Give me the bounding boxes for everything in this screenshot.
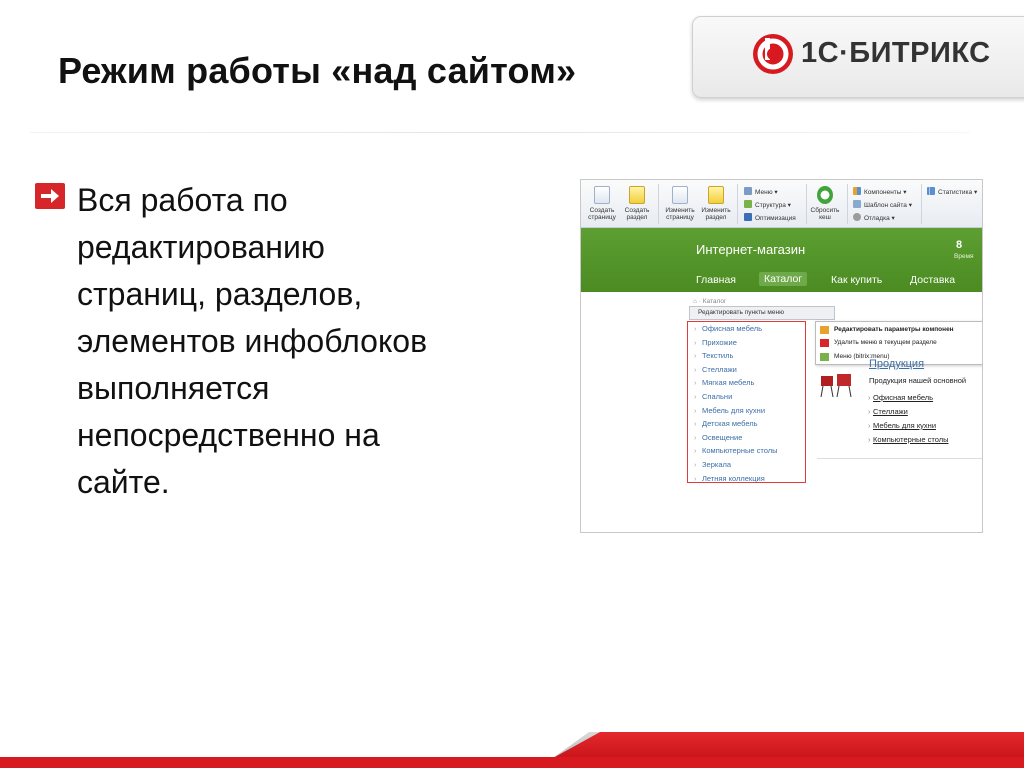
statistics-dropdown[interactable]: Статистика ▾ [927,187,977,196]
reset-cache-button[interactable]: Сбросить кеш [809,186,841,221]
menu-component-item[interactable]: Меню (bitrix:menu) [834,353,890,360]
breadcrumb[interactable]: ⌂ · Каталог [693,298,727,305]
menu-item[interactable]: › Детская мебель [688,417,805,431]
components-dropdown[interactable]: Компоненты ▾ [853,187,907,196]
create-section-button[interactable]: Создать раздел [621,186,653,221]
create-page-button[interactable]: Создать страницу [586,186,618,221]
edit-folder-icon [708,186,724,204]
bitrix-logo-icon [751,32,795,76]
phone-number: 8 [956,239,963,251]
menu-item[interactable]: › Освещение [688,431,805,445]
menu-item[interactable]: › Стеллажи [688,363,805,377]
content-divider [817,458,983,459]
menu-item[interactable]: › Зеркала [688,458,805,472]
debug-icon [853,213,861,221]
bullet-line: сайте. [77,464,170,500]
menu-item[interactable]: › Спальни [688,390,805,404]
chairs-image [817,370,857,398]
bullet-line: элементов инфоблоков [77,323,428,359]
product-link[interactable]: › Стеллажи [873,407,908,416]
edit-page-button[interactable]: Изменить страницу [664,186,696,221]
edit-menu-items-bar[interactable] [689,306,835,320]
bullet-text [77,177,547,506]
menu-icon [744,187,752,195]
toolbar-separator [847,184,848,224]
logo-panel [692,16,1024,98]
components-icon [853,187,861,195]
products-subtitle: Продукция нашей основной [869,376,967,385]
bullet-line: редактированию [77,229,325,265]
delete-menu-item[interactable]: Удалить меню в текущем разделе [834,339,937,346]
bullet-line: страниц, разделов, [77,276,363,312]
arrow-bullet-icon [35,183,65,209]
product-link[interactable]: › Компьютерные столы [873,435,948,444]
template-icon [853,200,861,208]
toolbar-separator [658,184,659,224]
title-divider [30,132,970,133]
edit-page-icon [672,186,688,204]
menu-item[interactable]: › Компьютерные столы [688,444,805,458]
nav-how-to-buy[interactable]: Как купить [831,274,883,286]
nav-home[interactable]: Главная [696,274,736,286]
debug-dropdown[interactable]: Отладка ▾ [853,213,895,222]
menu-component-icon [820,353,829,361]
shop-name: Интернет-магазин [696,242,806,257]
refresh-icon [817,186,833,204]
toolbar-separator [737,184,738,224]
work-time-label: Время [954,253,974,260]
site-screenshot [580,179,983,533]
bullet-line: выполняется [77,370,270,406]
structure-dropdown[interactable]: Структура ▾ [744,200,791,209]
site-template-dropdown[interactable]: Шаблон сайта ▾ [853,200,912,209]
toolbar-separator [806,184,807,224]
menu-item[interactable]: › Мягкая мебель [688,376,805,390]
footer-bar [0,757,1024,768]
slide-title: Режим работы «над сайтом» [58,50,577,91]
menu-item[interactable]: › Прихожие [688,336,805,350]
delete-icon [820,339,829,347]
toolbar-separator [921,184,922,224]
edit-menu-items-label[interactable]: Редактировать пункты меню [698,309,784,316]
nav-delivery[interactable]: Доставка [910,274,956,286]
edit-component-params-item[interactable]: Редактировать параметры компонен [834,326,954,333]
menu-dropdown[interactable]: Меню ▾ [744,187,778,196]
logo-text: 1С·БИТРИКС [801,37,991,69]
seo-icon [744,213,752,221]
menu-item[interactable]: › Мебель для кухни [688,404,805,418]
bullet-line: Вся работа по [77,182,288,218]
product-link[interactable]: › Мебель для кухни [873,421,936,430]
new-page-icon [594,186,610,204]
component-settings-icon [820,326,829,334]
product-link[interactable]: › Офисная мебель [873,393,933,402]
bullet-line: непосредственно на [77,417,380,453]
edit-section-button[interactable]: Изменить раздел [700,186,732,221]
footer-accent-red [553,732,1024,758]
seo-button[interactable]: Оптимизация [744,213,796,222]
admin-toolbar [581,180,983,228]
left-menu [687,321,806,483]
structure-icon [744,200,752,208]
new-folder-icon [629,186,645,204]
nav-catalog[interactable]: Каталог [759,272,807,286]
chart-icon [927,187,935,195]
menu-item[interactable]: › Офисная мебель [688,322,805,336]
products-heading[interactable]: Продукция [869,358,925,370]
menu-item[interactable]: › Летняя коллекция [688,472,805,486]
menu-item[interactable]: › Текстиль [688,349,805,363]
